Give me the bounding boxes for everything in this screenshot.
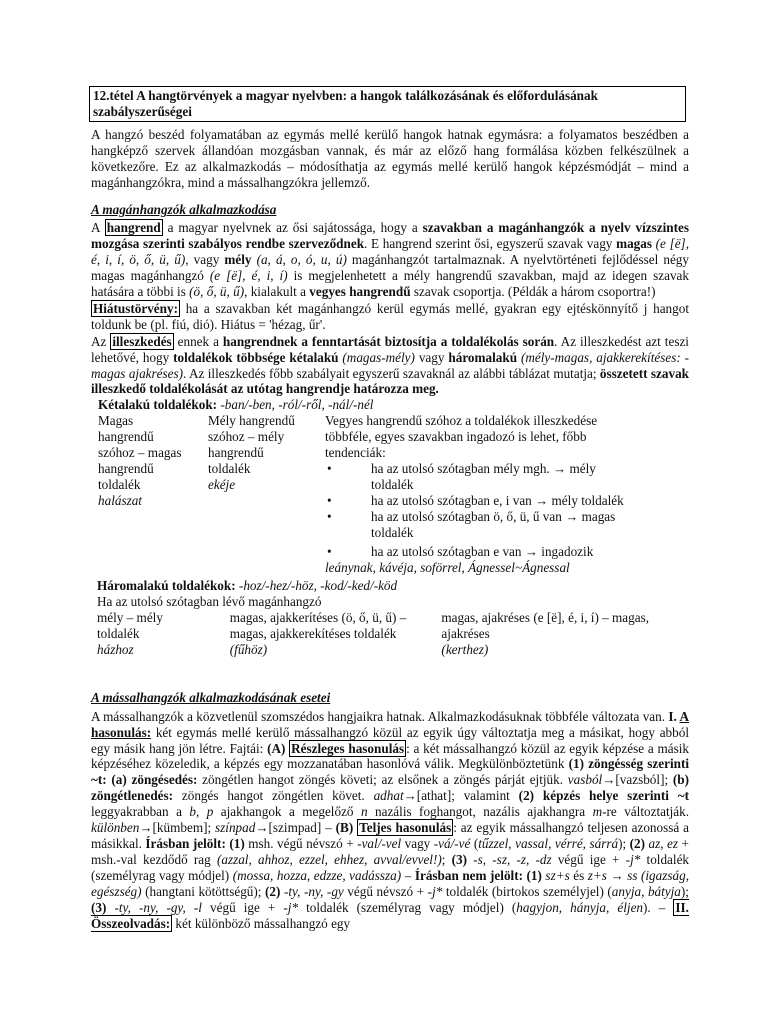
text: vagy xyxy=(401,835,434,851)
example: (fűhöz) xyxy=(229,641,268,657)
text: toldalék (személyrag vagy módjel) xyxy=(91,851,690,883)
bullet: • xyxy=(327,460,332,476)
section-heading-vowels: A magánhangzók alkalmazkodása xyxy=(91,202,277,218)
example: (azzal, ahhoz, ezzel, ehhez, avval/evvel!) xyxy=(216,851,442,867)
ketalaku-table xyxy=(98,413,689,576)
table-column-mely xyxy=(208,413,325,576)
text: → xyxy=(606,867,628,883)
bold-text: Háromalakú toldalékok: xyxy=(97,578,236,594)
example: halászat xyxy=(98,492,142,508)
text: : a két mássalhangzó közül az egyik képzése a másik képzéséhez közeledik, a képzés egy mozzanatában hasonlóvá válik. Megkülönböztetünk xyxy=(91,740,690,772)
table-cell: ajakréses xyxy=(441,626,490,641)
text: ha a szavakban két magánhangzó kerül egymás mellé, gyakran egy ejtéskönnyítő j hangot toldunk be (pl. fiú, dió). Hiátus = 'hézag, űr'. xyxy=(91,300,689,332)
text: + msh.-val kezdődő rag xyxy=(91,835,689,867)
table-column xyxy=(441,610,689,658)
example: -hoz/-hez/-höz, -kod/-ked/-köd xyxy=(235,578,398,594)
example: házhoz xyxy=(97,641,134,657)
list-item-text: ha az utolsó szótagban ö, ő, ü, ű van → magas toldalék xyxy=(371,508,616,540)
text: ajakhangok a megelőző xyxy=(213,804,361,820)
hiatus-paragraph xyxy=(91,301,689,333)
term-hangrend: hangrend xyxy=(106,220,161,236)
bullet: • xyxy=(327,492,332,508)
text: →[kümbem]; xyxy=(139,820,216,836)
example: b, p xyxy=(189,804,214,820)
example: vasból xyxy=(567,772,603,788)
text: A mássalhangzók a közvetlenül szomszédos hangjaikra hatnak. Alkalmazkodásuknak többféle változata van. xyxy=(91,708,669,724)
list-item-text: ha az utolsó szótagban e, i van → mély toldalék xyxy=(371,492,624,508)
text: -re változtatják. xyxy=(602,804,690,820)
term-reszleges-hasonulas: Részleges hasonulás xyxy=(291,740,405,756)
table-cell: toldalék xyxy=(97,626,140,641)
text: : az egyik mássalhangzó teljesen azonossá a másikkal. xyxy=(91,820,689,851)
text: a magyar nyelvnek az ősi sajátossága, hogy a xyxy=(162,220,423,236)
text: toldalék (birtokos személyjel) ( xyxy=(442,883,612,899)
example: sz+s xyxy=(541,867,570,883)
example: (e [ë], é, i, í) xyxy=(209,268,288,284)
list-item-text: ha az utolsó szótagban e van → ingadozik xyxy=(371,544,594,560)
bold-text: magas xyxy=(616,236,652,252)
text: zöngétlen hangot zöngés követi; az elsőnek a zöngés párját ejtjük. xyxy=(197,772,568,788)
example: z+s xyxy=(587,867,607,883)
text: (hangtani kötöttségű); xyxy=(141,883,265,899)
text: msh. végű névszó + xyxy=(244,835,358,851)
bold-text: szavakban a magánhangzók a nyelv vízszintes mozgása szerinti szabályos rendbe szerveződnek xyxy=(91,220,689,252)
text: két különböző mássalhangzó egy xyxy=(172,915,351,931)
bold-text: (2) xyxy=(265,883,281,899)
text: ; xyxy=(441,851,452,867)
bold-text: hangrendnek a fenntartását biztosítja a toldalékolás során xyxy=(222,333,555,349)
text: ); xyxy=(680,883,689,899)
table-column-vegyes xyxy=(325,413,635,576)
text: . Az illeszkedés főbb szabályait egyszerű szavaknál az alábbi táblázat mutatja; xyxy=(183,365,600,381)
example: (kerthez) xyxy=(441,641,489,657)
list-item xyxy=(325,461,635,493)
list-item-text: ha az utolsó szótagban mély mgh. → mély toldalék xyxy=(371,460,596,492)
text: , vagy xyxy=(185,252,225,268)
term-hiatustorveny: Hiátustörvény: xyxy=(93,300,178,316)
bold-text: (2) xyxy=(629,835,646,851)
term-teljes-hasonulas: Teljes hasonulás xyxy=(359,820,452,836)
text: ); xyxy=(618,835,630,851)
term-osszeolvadas: II. Összeolvadás: xyxy=(91,899,689,931)
table-column xyxy=(97,610,230,658)
table-cell: hangrendű xyxy=(98,460,154,476)
text: Az xyxy=(91,333,111,349)
example: (magas-mély) xyxy=(338,349,415,365)
example: (ö, ő, ü, ű) xyxy=(189,283,245,299)
text: – xyxy=(401,867,415,883)
example: -j* xyxy=(283,899,299,915)
text: →[szimpad] – xyxy=(255,820,336,836)
text: ennek a xyxy=(173,333,223,349)
example: -val/-vel xyxy=(357,835,402,851)
text: →[athat]; valamint xyxy=(403,788,519,804)
example: ss (igazság, egészség) xyxy=(91,867,689,899)
bold-text: (2) képzés helye szerinti ~t xyxy=(518,788,690,804)
text: . Az illeszkedést azt teszi lehetővé, hogy xyxy=(91,333,689,365)
table-cell: Mély hangrendű xyxy=(208,413,295,429)
text: zöngés hangot zöngétlen követ. xyxy=(173,788,374,804)
table-cell: Vegyes hangrendű szóhoz a toldalékok illeszkedése többféle, egyes szavakban ingadozó is lehet, főbb tendenciák: xyxy=(325,413,598,461)
bold-text: A hasonulás: xyxy=(91,708,690,740)
example: -j* xyxy=(625,851,641,867)
haromalaku-lead: Ha az utolsó szótagban lévő magánhangzó xyxy=(97,594,322,610)
bold-text: háromalakú xyxy=(448,349,518,365)
list-item xyxy=(325,544,635,560)
example: -ty, -ny, -gy, -l xyxy=(106,899,202,915)
bold-text: (b) zöngétlenedés: xyxy=(91,772,689,804)
text: végű névszó + xyxy=(343,883,428,899)
example: (mély-magas, ajakkerekítéses: -magas ajakréses) xyxy=(91,349,690,381)
example: m xyxy=(592,804,603,820)
example: anyja, bátyja xyxy=(611,883,681,899)
bold-text: I. xyxy=(668,708,680,724)
table-column-magas xyxy=(98,413,208,576)
bold-text: (1) zöngésség szerinti ~t: (a) zöngésedés: xyxy=(91,756,689,788)
bold-text: Írásban nem jelölt: (1) xyxy=(414,867,542,883)
bold-text: (B) xyxy=(335,820,358,836)
example: színpad xyxy=(215,820,256,836)
text: és xyxy=(569,867,588,883)
table-cell: hangrendű xyxy=(208,445,264,461)
example: adhat xyxy=(373,788,404,804)
text: végű ige + xyxy=(201,899,284,915)
table-cell: magas, ajakkerekítéses toldalék xyxy=(229,626,397,641)
text: vagy xyxy=(414,349,449,365)
text: ( xyxy=(470,835,479,851)
list-item xyxy=(325,509,635,541)
text: ). – xyxy=(643,899,674,915)
table-cell: toldalék xyxy=(208,460,251,476)
example: (e [ë], é, i, í, ö, ő, ü, ű) xyxy=(91,236,689,268)
haromalaku-table xyxy=(97,610,689,658)
consonant-paragraph xyxy=(91,709,689,932)
ketalaku-heading xyxy=(98,397,689,413)
text: végű ige + xyxy=(551,851,626,867)
text: toldalék (személyrag vagy módjel) ( xyxy=(298,899,517,915)
list-item xyxy=(325,493,635,509)
example: -s, -sz, -z, -dz xyxy=(467,851,552,867)
hangrend-paragraph xyxy=(91,220,689,300)
example: -vá/-vé xyxy=(433,835,471,851)
example: (mossa, hozza, edzze, vadássza) xyxy=(232,867,402,883)
table-cell: mély – mély xyxy=(97,610,163,626)
illeszkedes-paragraph xyxy=(91,334,689,398)
term-illeszkedes: illeszkedés xyxy=(112,333,172,349)
document-body xyxy=(91,86,689,931)
text: szavak csoportja. (Példák a három csoportra!) xyxy=(410,283,656,299)
table-cell: szóhoz – magas xyxy=(98,445,182,461)
table-cell: Magas xyxy=(98,413,134,429)
example: az, ez xyxy=(645,835,679,851)
bold-text: (A) xyxy=(267,740,290,756)
bullet: • xyxy=(327,508,332,524)
example: különben xyxy=(91,820,140,836)
example: (a, á, o, ó, u, ú) xyxy=(251,252,347,268)
text: magánhangzót tartalmaznak. A nyelvtörténeti fejlődéssel négy magas magánhangzó xyxy=(91,252,689,284)
page-title: 12.tétel A hangtörvények a magyar nyelvben: a hangok találkozásának és előfordulásának szabályszerűségei xyxy=(89,86,686,122)
table-column xyxy=(230,610,442,658)
example: ekéje xyxy=(208,476,236,492)
bold-text: toldalékok többsége kétalakú xyxy=(173,349,339,365)
text: leggyakrabban a xyxy=(91,804,190,820)
text: →[vazsból]; xyxy=(602,772,673,788)
table-cell: hangrendű xyxy=(98,429,154,445)
text: is megjelenhetett a mély hangrendű szavakban, majd az idegen szavak hatására a többi is xyxy=(91,268,689,299)
example: tűzzel, vassal, vérré, sárrá xyxy=(478,835,619,851)
text: , kialakult a xyxy=(244,283,310,299)
text: A xyxy=(91,220,105,236)
example: n xyxy=(360,804,368,820)
example: -ty, -ny, -gy xyxy=(280,883,344,899)
table-cell: toldalék xyxy=(98,476,141,492)
bold-text: mély xyxy=(224,252,252,268)
text: . E hangrend szerint ősi, egyszerű szavak vagy xyxy=(364,236,617,252)
bold-text: Írásban jelölt: (1) xyxy=(145,835,245,851)
haromalaku-heading xyxy=(97,578,689,594)
example: -ban/-ben, -ról/-ről, -nál/-nél xyxy=(217,397,374,413)
bold-text: vegyes hangrendű xyxy=(309,283,411,299)
table-cell: magas, ajakkerítéses (ö, ő, ü, ű) – xyxy=(229,610,407,626)
example: -j* xyxy=(427,883,443,899)
section-heading-consonants: A mássalhangzók alkalmazkodásának esetei xyxy=(91,689,331,705)
table-cell: magas, ajakréses (e [ë], é, i, í) – magas, xyxy=(441,610,650,626)
text: két egymás mellé kerülő mássalhangzó közül az egyik úgy változtatja meg a másikat, hogy abból egy másik hang jön létre. Fajtái: xyxy=(91,724,689,756)
bold-text: (3) xyxy=(451,851,468,867)
bold-text: (3) xyxy=(91,899,107,915)
bullet: • xyxy=(327,544,332,560)
bold-text: Kétalakú toldalékok: xyxy=(98,397,218,413)
table-cell: szóhoz – mély xyxy=(208,429,285,445)
example: leánynak, kávéja, soförrel, Ágnessel~Ágnessal xyxy=(325,560,570,576)
bold-text: összetett szavak illeszkedő toldalékolását az utótag hangrendje határozza meg. xyxy=(91,365,689,397)
example: hagyjon, hányja, éljen xyxy=(516,899,644,915)
intro-paragraph: A hangzó beszéd folyamatában az egymás mellé kerülő hangok hatnak egymásra: a folyamatos beszédben a hangképző szervek állandóan mozgásban vannak, és már az előző hang formálása közben felkészülnek a következőre. Ez az alkalmazkodás – módosíthatja az egymás mellé kerülő hangok képzésmódját – mind a magánhangzókra, mind a mássalhangzókra jellemző. xyxy=(91,126,689,190)
text: nazális foghangot, nazális ajakhangra xyxy=(367,804,593,820)
